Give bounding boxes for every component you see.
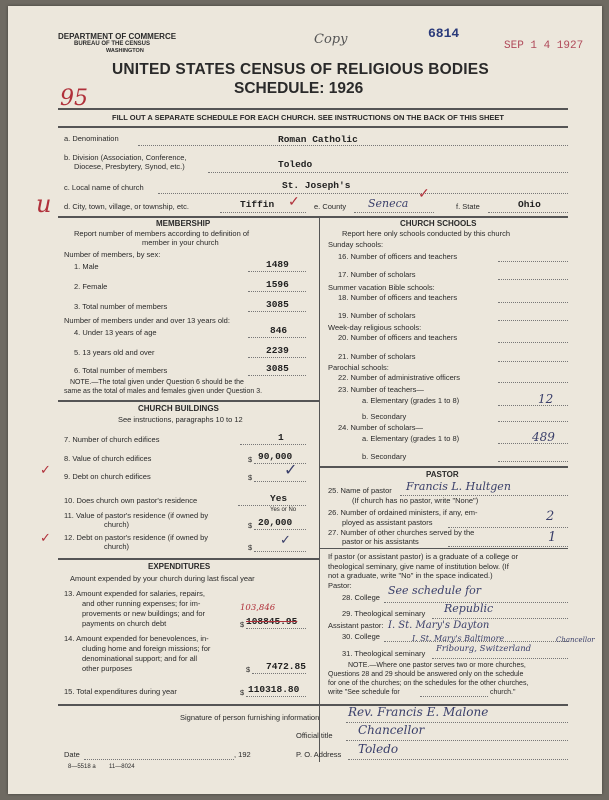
division-label-2: Diocese, Presbytery, Synod, etc.) <box>74 162 185 171</box>
buildings-sub: See instructions, paragraphs 10 to 12 <box>118 415 243 424</box>
q14-line <box>252 673 306 674</box>
q9-line <box>254 481 306 482</box>
membership-intro-2: member in your church <box>142 238 219 247</box>
date-line <box>84 759 234 760</box>
q13-value: 108845.95 <box>246 616 298 627</box>
city-line <box>220 212 306 213</box>
denomination-line <box>138 145 568 146</box>
denomination-label: a. Denomination <box>64 134 119 143</box>
q12-label: 12. Debt on pastor's residence (if owned by <box>64 533 209 542</box>
q8-value: 90,000 <box>258 451 293 462</box>
copy-mark: Copy <box>314 32 348 47</box>
q3-label: 3. Total number of members <box>74 302 168 311</box>
q12-dollar: $ <box>248 543 253 552</box>
q10-value: Yes <box>270 493 288 504</box>
signature-value: Rev. Francis E. Malone <box>348 705 489 719</box>
q30-label: 30. College <box>342 632 380 641</box>
q23a-line <box>498 405 568 406</box>
q2-label: 2. Female <box>74 282 108 291</box>
q14-label: 14. Amount expended for benevolences, in- <box>64 634 209 643</box>
grad-note-2: theological seminary, give name of institution below. (If <box>328 562 509 571</box>
q14-label-2: cluding home and foreign missions; for <box>82 644 211 653</box>
q6-line <box>248 375 306 376</box>
denomination-value: Roman Catholic <box>278 134 358 145</box>
q30-value-2: I. St. Mary's Baltimore <box>412 634 505 643</box>
q27-value: 1 <box>548 530 557 545</box>
q5-line <box>248 357 306 358</box>
q12-label-2: church) <box>104 542 130 551</box>
q23-label: 23. Number of teachers— <box>338 385 424 394</box>
q19-line <box>498 320 568 321</box>
q26-value: 2 <box>546 509 555 524</box>
q3-value: 3085 <box>266 299 289 310</box>
q6-value: 3085 <box>266 363 289 374</box>
date-year: , 192 <box>234 750 251 759</box>
pastor-note-line <box>420 696 488 697</box>
rule <box>58 400 319 402</box>
q24a-value: 489 <box>532 430 555 444</box>
q24b-label: b. Secondary <box>362 452 407 461</box>
q18-label: 18. Number of officers and teachers <box>338 293 458 302</box>
check-icon: ✓ <box>418 187 430 202</box>
rule <box>319 466 568 468</box>
schools-title: CHURCH SCHOOLS <box>400 219 477 228</box>
q20-line <box>498 342 568 343</box>
check-icon: ✓ <box>288 195 300 210</box>
po-address-value: Toledo <box>358 742 399 756</box>
q13-label-2: and other running expenses; for im- <box>82 599 201 608</box>
state-line <box>488 212 568 213</box>
state-label: f. State <box>456 202 480 211</box>
q13-dollar: $ <box>240 620 245 629</box>
po-address-line <box>348 759 568 760</box>
age-label: Number of members under and over 13 years old: <box>64 316 230 325</box>
q11-dollar: $ <box>248 521 253 530</box>
q1-value: 1489 <box>266 259 289 270</box>
q11-label-2: church) <box>104 520 130 529</box>
q2-value: 1596 <box>266 279 289 290</box>
division-value: Toledo <box>278 159 313 170</box>
official-title-value: Chancellor <box>358 723 425 737</box>
check-icon: ✓ <box>284 462 298 479</box>
summer-label: Summer vacation Bible schools: <box>328 283 435 292</box>
bureau-name: BUREAU OF THE CENSUS <box>74 41 151 47</box>
q12-line <box>254 551 306 552</box>
yes-no-hint: Yes or No <box>270 507 297 513</box>
q5-value: 2239 <box>266 345 289 356</box>
q14-label-3: denominational support; and for all <box>82 654 198 663</box>
q15-line <box>246 696 306 697</box>
grad-note-3: not a graduate, write "No" in the space indicated.) <box>328 571 493 580</box>
q19-label: 19. Number of scholars <box>338 311 416 320</box>
q29-line <box>432 618 568 619</box>
q2-line <box>248 291 306 292</box>
rule <box>58 704 568 706</box>
state-value: Ohio <box>518 199 541 210</box>
q20-label: 20. Number of officers and teachers <box>338 333 458 342</box>
membership-note-2: same as the total of males and females given under Question 3. <box>64 388 263 395</box>
q18-line <box>498 302 568 303</box>
city-label: d. City, town, village, or township, etc. <box>64 202 189 211</box>
local-name-line <box>158 193 568 194</box>
q31-value: Fribourg, Switzerland <box>436 644 532 654</box>
q14-dollar: $ <box>246 665 251 674</box>
q11-value: 20,000 <box>258 517 293 528</box>
q25-value: Francis L. Hultgen <box>406 480 511 493</box>
q10-label: 10. Does church own pastor's residence <box>64 496 198 505</box>
q22-label: 22. Number of administrative officers <box>338 373 460 382</box>
column-divider <box>319 217 320 762</box>
assistant-sublabel: Assistant pastor: <box>328 621 384 630</box>
check-icon: ✓ <box>280 532 291 547</box>
q25-note: (If church has no pastor, write "None") <box>352 496 479 505</box>
schedule-number: 6814 <box>428 26 460 41</box>
local-name-label: c. Local name of church <box>64 183 144 192</box>
q26-label-2: ployed as assistant pastors <box>342 518 433 527</box>
expenditures-title: EXPENDITURES <box>148 562 211 571</box>
form-subtitle: SCHEDULE: 1926 <box>234 80 364 97</box>
form-title: UNITED STATES CENSUS OF RELIGIOUS BODIES <box>112 61 489 78</box>
q24-label: 24. Number of scholars— <box>338 423 424 432</box>
check-icon: ✓ <box>40 530 51 545</box>
q4-value: 846 <box>270 325 288 336</box>
q29-value: Republic <box>444 602 494 615</box>
rule <box>58 216 568 218</box>
q24a-label: a. Elementary (grades 1 to 8) <box>362 434 460 443</box>
q6-label: 6. Total number of members <box>74 366 168 375</box>
form-code: 8—5518 a 11—8024 <box>68 764 135 770</box>
q29-label: 29. Theological seminary <box>342 609 426 618</box>
q7-value: 1 <box>278 432 284 443</box>
weekday-label: Week-day religious schools: <box>328 323 422 332</box>
q21-line <box>498 361 568 362</box>
parochial-label: Parochial schools: <box>328 363 389 372</box>
pastor-note-4: write "See schedule for <box>328 689 400 696</box>
q3-line <box>248 311 306 312</box>
q22-line <box>498 382 568 383</box>
q23b-line <box>498 421 568 422</box>
q23a-label: a. Elementary (grades 1 to 8) <box>362 396 460 405</box>
q8-label: 8. Value of church edifices <box>64 454 152 463</box>
q5-label: 5. 13 years old and over <box>74 348 155 357</box>
pastor-note-3: for one of the churches; on the schedules for the other churches, <box>328 680 529 687</box>
q27-label: 27. Number of other churches served by the <box>328 528 475 537</box>
expenditures-sub: Amount expended by your church during last fiscal year <box>70 574 255 583</box>
grad-note: If pastor (or assistant pastor) is a graduate of a college or <box>328 552 519 561</box>
pastor-note-5: church." <box>490 689 516 696</box>
city-value: Tiffin <box>240 199 275 210</box>
membership-note: NOTE.—The total given under Question 6 should be the <box>70 379 244 386</box>
q7-label: 7. Number of church edifices <box>64 435 160 444</box>
q4-label: 4. Under 13 years of age <box>74 328 157 337</box>
pastor-note-2: Questions 28 and 29 should be answered only on the schedule <box>328 671 524 678</box>
q31-chancellor: Chancellor <box>556 636 595 644</box>
q9-label: 9. Debt on church edifices <box>64 472 151 481</box>
q1-line <box>248 271 306 272</box>
q17-line <box>498 279 568 280</box>
rule <box>58 126 568 128</box>
q14-label-4: other purposes <box>82 664 133 673</box>
division-line <box>208 172 568 173</box>
q16-line <box>498 261 568 262</box>
q8-dollar: $ <box>248 455 253 464</box>
sunday-label: Sunday schools: <box>328 240 384 249</box>
q27-line <box>448 546 568 547</box>
q30-value: I. St. Mary's Dayton <box>388 620 490 631</box>
q31-label: 31. Theological seminary <box>342 649 426 658</box>
q16-label: 16. Number of officers and teachers <box>338 252 458 261</box>
q24b-line <box>498 461 568 462</box>
dept-name: DEPARTMENT OF COMMERCE <box>58 32 177 41</box>
membership-intro: Report number of members according to definition of <box>74 229 250 238</box>
official-title-label: Official title <box>296 731 333 740</box>
q13-label-4: payments on church debt <box>82 619 167 628</box>
q1-label: 1. Male <box>74 262 99 271</box>
q15-value: 110318.80 <box>248 684 300 695</box>
census-form <box>8 6 602 794</box>
pastor-note: NOTE.—Where one pastor serves two or more churches, <box>348 662 526 669</box>
q28-value: See schedule for <box>388 584 482 597</box>
county-label: e. County <box>314 202 347 211</box>
q13-label: 13. Amount expended for salaries, repairs, <box>64 589 205 598</box>
handwritten-95: 95 <box>60 86 88 111</box>
by-sex-label: Number of members, by sex: <box>64 250 161 259</box>
rule <box>58 108 568 110</box>
signature-label: Signature of person furnishing information <box>180 713 320 722</box>
q17-label: 17. Number of scholars <box>338 270 416 279</box>
rule <box>319 548 568 549</box>
q27-label-2: pastor or his assistants <box>342 537 419 546</box>
handwritten-u: u <box>36 190 52 218</box>
buildings-title: CHURCH BUILDINGS <box>138 404 219 413</box>
q23b-label: b. Secondary <box>362 412 407 421</box>
pastor-title: PASTOR <box>426 470 459 479</box>
q13-line <box>246 628 306 629</box>
q11-line <box>254 529 306 530</box>
q11-label: 11. Value of pastor's residence (if owned by <box>64 511 209 520</box>
instructions: FILL OUT A SEPARATE SCHEDULE FOR EACH CHURCH. SEE INSTRUCTIONS ON THE BACK OF THIS SHEET <box>112 113 504 122</box>
po-address-label: P. O. Address <box>296 750 342 759</box>
q25-label: 25. Name of pastor <box>328 486 392 495</box>
q13-handwritten: 103,846 <box>240 603 276 613</box>
membership-title: MEMBERSHIP <box>156 219 211 228</box>
date-stamp: SEP 1 4 1927 <box>504 40 584 52</box>
q23a-value: 12 <box>538 392 554 406</box>
q15-label: 15. Total expenditures during year <box>64 687 177 696</box>
county-line <box>354 212 434 213</box>
pastor-sublabel: Pastor: <box>328 581 352 590</box>
bureau-city: WASHINGTON <box>106 48 144 54</box>
schools-sub: Report here only schools conducted by this church <box>342 229 511 238</box>
q28-label: 28. College <box>342 593 380 602</box>
q4-line <box>248 337 306 338</box>
q21-label: 21. Number of scholars <box>338 352 416 361</box>
date-label: Date <box>64 750 80 759</box>
q14-value: 7472.85 <box>266 661 306 672</box>
county-value: Seneca <box>368 197 409 210</box>
rule <box>58 558 319 560</box>
q10-line <box>238 505 306 506</box>
division-label: b. Division (Association, Conference, <box>64 153 187 162</box>
q7-line <box>240 444 306 445</box>
check-icon: ✓ <box>40 462 51 477</box>
q9-dollar: $ <box>248 473 253 482</box>
q31-line <box>432 658 568 659</box>
q8-line <box>254 463 306 464</box>
local-name-value: St. Joseph's <box>282 180 351 191</box>
q15-dollar: $ <box>240 688 245 697</box>
q26-label: 26. Number of ordained ministers, if any, em- <box>328 508 478 517</box>
q13-label-3: provements or new buildings; and for <box>82 609 205 618</box>
official-title-line <box>346 740 568 741</box>
